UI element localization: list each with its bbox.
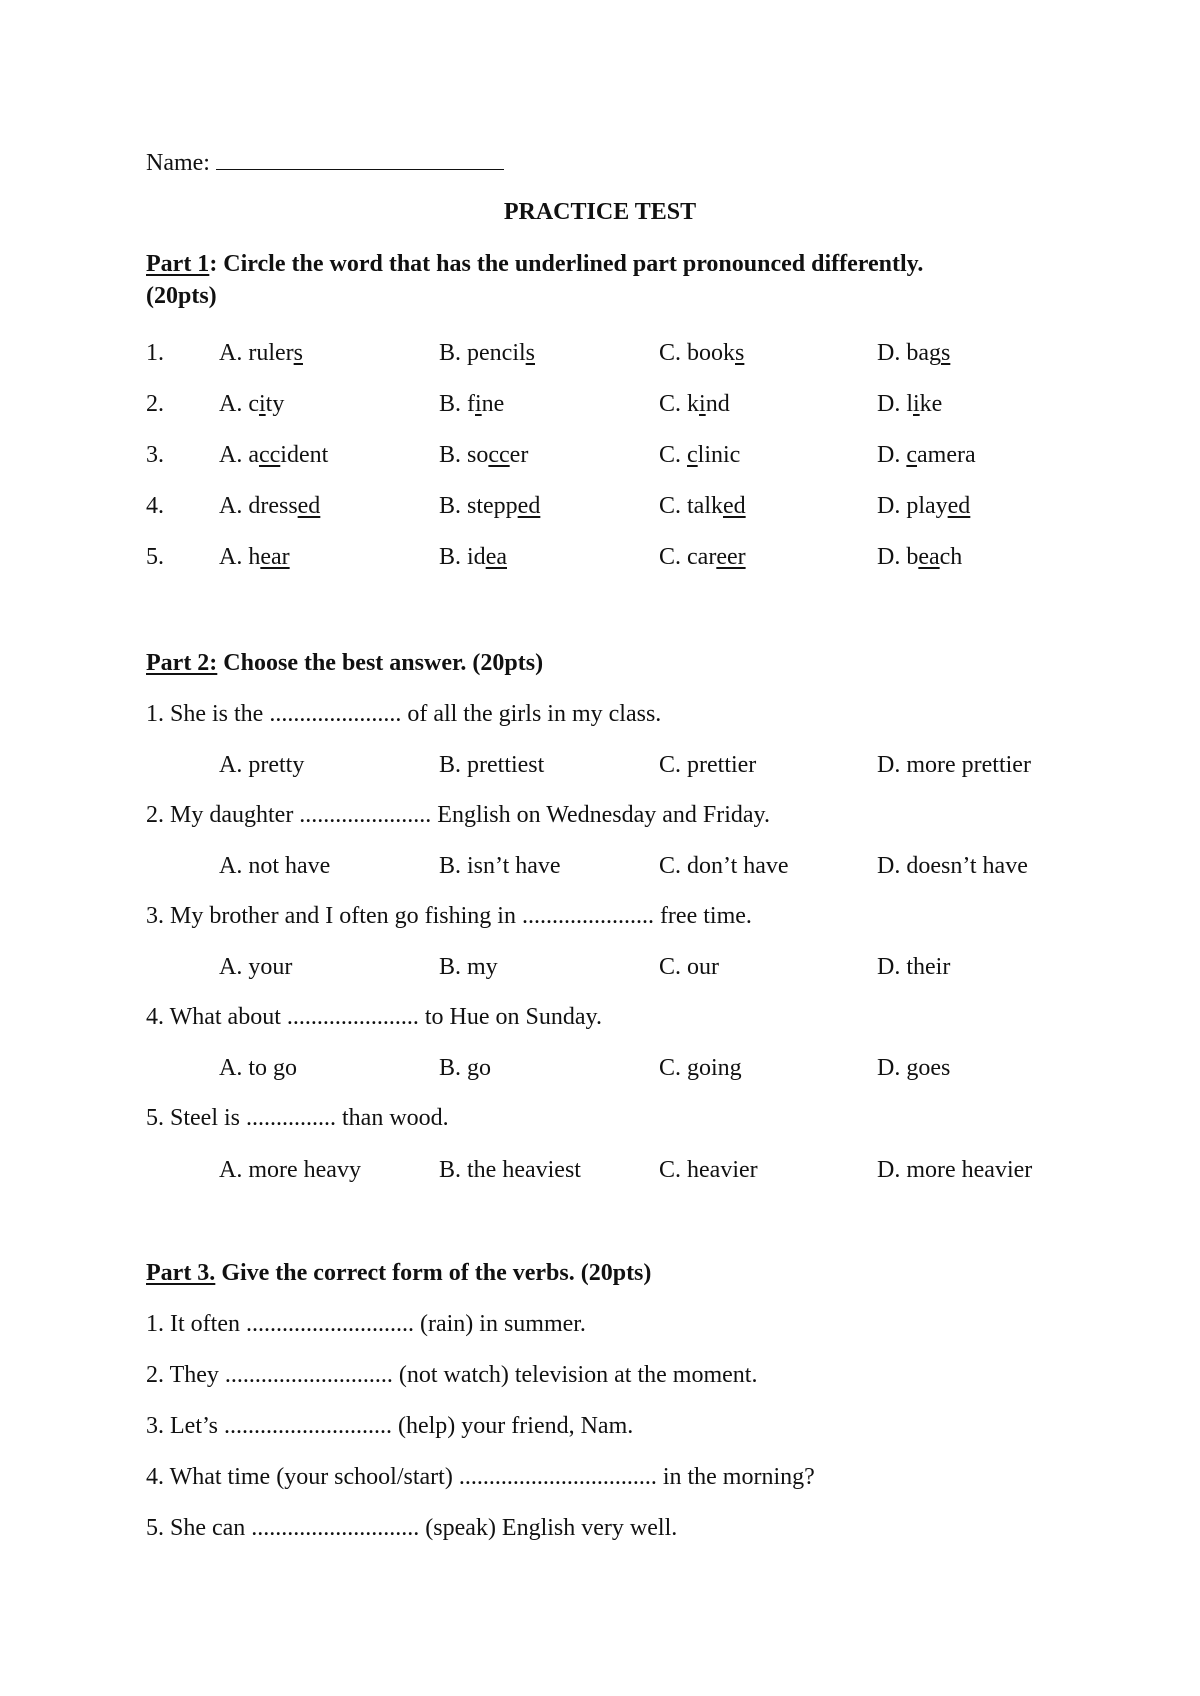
option-text: B. pencil	[439, 340, 526, 366]
option-text-end: linic	[697, 442, 741, 468]
option-text-end: ne	[481, 391, 505, 417]
question-text: 4. What about ...................... to Hue on Sunday.	[146, 1004, 602, 1030]
answer-option[interactable]: D. doesn’t have	[877, 853, 1028, 879]
option-text: B. id	[439, 544, 486, 570]
answer-option[interactable]: B. the heaviest	[439, 1157, 581, 1183]
option-text-end: er	[509, 442, 529, 468]
answer-option[interactable]	[659, 338, 744, 368]
part1-heading	[146, 249, 923, 279]
option-text: A. h	[219, 544, 261, 570]
answer-option[interactable]	[439, 542, 507, 572]
option-text: D. l	[877, 391, 913, 417]
option-text-end: ident	[280, 442, 329, 468]
option-text: B. f	[439, 391, 475, 417]
options-row	[146, 750, 1086, 780]
answer-option[interactable]	[439, 491, 540, 521]
option-text-end: nd	[705, 391, 730, 417]
answer-option[interactable]	[659, 491, 746, 521]
answer-option[interactable]	[219, 440, 328, 470]
option-text: D.	[877, 442, 907, 468]
question-number: 1.	[146, 340, 164, 366]
option-text: A. c	[219, 391, 259, 417]
question-number: 3.	[146, 442, 164, 468]
verb-question: 1. It often ............................ (rain) in summer.	[146, 1311, 586, 1337]
answer-option[interactable]	[877, 338, 950, 368]
page-title: PRACTICE TEST	[503, 199, 697, 225]
answer-option[interactable]	[439, 338, 535, 368]
option-text: C. k	[659, 391, 700, 417]
answer-option[interactable]: A. pretty	[219, 752, 305, 778]
option-text: D. b	[877, 544, 919, 570]
underlined-part: ed	[723, 493, 746, 519]
verb-question: 4. What time (your school/start) ................................. in the morning?	[146, 1464, 815, 1490]
underlined-part: i	[258, 391, 266, 417]
answer-option[interactable]	[659, 542, 746, 572]
underlined-part: ea	[918, 544, 940, 570]
underlined-part: c	[687, 442, 698, 468]
option-text: C. talk	[659, 493, 723, 519]
answer-option[interactable]: C. prettier	[659, 752, 757, 778]
part2-heading	[146, 648, 543, 678]
answer-option[interactable]: C. heavier	[659, 1157, 758, 1183]
part3-label: Part 3.	[146, 1260, 216, 1286]
option-text: B. stepp	[439, 493, 518, 519]
answer-option[interactable]: C. our	[659, 954, 719, 980]
question-text: 2. My daughter ...................... English on Wednesday and Friday.	[146, 802, 770, 828]
question-row	[146, 440, 1086, 470]
name-blank[interactable]	[216, 147, 504, 170]
part2-instruction: Choose the best answer. (20pts)	[217, 650, 544, 676]
answer-option[interactable]: A. more heavy	[219, 1157, 361, 1183]
question-row	[146, 542, 1086, 572]
answer-option[interactable]: A. to go	[219, 1055, 297, 1081]
options-row	[146, 1155, 1086, 1185]
underlined-part: c	[906, 442, 917, 468]
answer-option[interactable]: D. their	[877, 954, 951, 980]
answer-option[interactable]: A. your	[219, 954, 293, 980]
question-text: 3. My brother and I often go fishing in ...................... free time.	[146, 903, 752, 929]
underlined-part: i	[913, 391, 920, 417]
option-text: C. car	[659, 544, 717, 570]
option-text: A. dress	[219, 493, 298, 519]
question-number: 4.	[146, 493, 164, 519]
part2-label: Part 2:	[146, 650, 218, 676]
underlined-part: ed	[517, 493, 541, 519]
answer-option[interactable]: C. don’t have	[659, 853, 789, 879]
underlined-part: ed	[297, 493, 321, 519]
verb-question: 5. She can ............................ (speak) English very well.	[146, 1515, 678, 1541]
part3-heading	[146, 1258, 651, 1288]
question-text: 5. Steel is ............... than wood.	[146, 1105, 449, 1131]
answer-option[interactable]: D. more prettier	[877, 752, 1031, 778]
option-text: C. book	[659, 340, 736, 366]
part1-label: Part 1	[146, 251, 210, 277]
underlined-part: eer	[716, 544, 746, 570]
answer-option[interactable]	[439, 389, 504, 419]
answer-option[interactable]: D. more heavier	[877, 1157, 1033, 1183]
answer-option[interactable]	[219, 491, 320, 521]
underlined-part: ed	[947, 493, 971, 519]
options-row	[146, 1053, 1086, 1083]
underlined-part: cc	[488, 442, 510, 468]
answer-option[interactable]	[877, 542, 962, 572]
answer-option[interactable]	[877, 440, 976, 470]
option-text: D. play	[877, 493, 948, 519]
answer-option[interactable]: A. not have	[219, 853, 331, 879]
answer-option[interactable]: C. going	[659, 1055, 742, 1081]
option-text-end: ch	[939, 544, 963, 570]
name-label: Name:	[146, 150, 210, 176]
answer-option[interactable]	[659, 440, 740, 470]
question-row	[146, 491, 1086, 521]
question-number: 2.	[146, 391, 164, 417]
option-text-end: amera	[917, 442, 976, 468]
question-text: 1. She is the ...................... of all the girls in my class.	[146, 701, 662, 727]
option-text: A. a	[219, 442, 259, 468]
part1-points: (20pts)	[146, 283, 217, 309]
verb-question: 3. Let’s ............................ (help) your friend, Nam.	[146, 1413, 634, 1439]
answer-option[interactable]: D. goes	[877, 1055, 951, 1081]
answer-option[interactable]	[439, 440, 528, 470]
underlined-part: s	[525, 340, 535, 366]
underlined-part: s	[293, 340, 303, 366]
underlined-part: i	[699, 391, 706, 417]
answer-option[interactable]: B. my	[439, 954, 498, 980]
option-text: A. ruler	[219, 340, 294, 366]
answer-option[interactable]	[219, 338, 303, 368]
option-text: B. so	[439, 442, 489, 468]
options-row	[146, 851, 1086, 881]
answer-option[interactable]: B. prettiest	[439, 752, 545, 778]
underlined-part: ea	[485, 544, 507, 570]
verb-question: 2. They ............................ (not watch) television at the moment.	[146, 1362, 758, 1388]
answer-option[interactable]	[219, 542, 290, 572]
option-text: D. bag	[877, 340, 941, 366]
underlined-part: i	[475, 391, 482, 417]
options-row	[146, 952, 1086, 982]
question-row	[146, 389, 1086, 419]
answer-option[interactable]	[219, 389, 284, 419]
underlined-part: s	[735, 340, 745, 366]
answer-option[interactable]: B. go	[439, 1055, 492, 1081]
answer-option[interactable]: B. isn’t have	[439, 853, 561, 879]
part3-instruction: Give the correct form of the verbs. (20pts)	[215, 1260, 652, 1286]
question-number: 5.	[146, 544, 164, 570]
option-text-end: ty	[265, 391, 285, 417]
underlined-part: s	[940, 340, 951, 366]
option-text: C.	[659, 442, 688, 468]
underlined-part: cc	[258, 442, 281, 468]
answer-option[interactable]	[877, 389, 942, 419]
name-line	[146, 147, 504, 178]
answer-option[interactable]	[877, 491, 970, 521]
option-text-end: ke	[919, 391, 943, 417]
answer-option[interactable]	[659, 389, 730, 419]
underlined-part: ear	[260, 544, 290, 570]
question-row	[146, 338, 1086, 368]
part1-instruction: : Circle the word that has the underlined part pronounced differently.	[209, 251, 924, 277]
